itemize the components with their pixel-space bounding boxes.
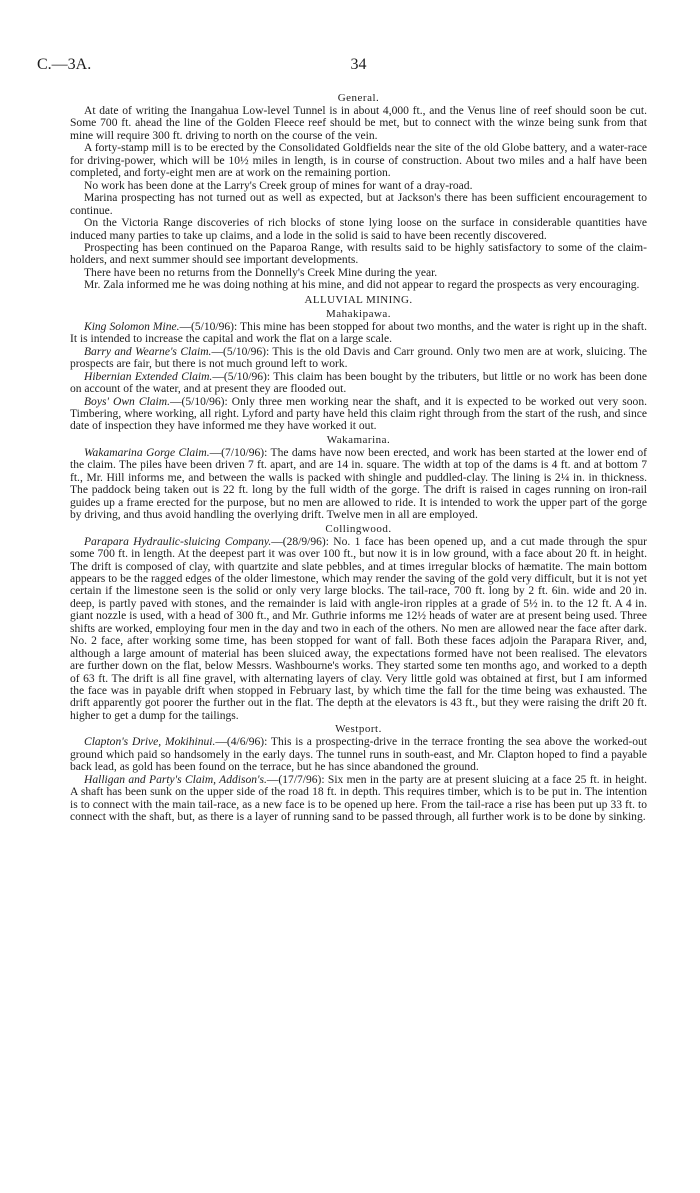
paragraph: At date of writing the Inangahua Low-level Tunnel is in about 4,000 ft., and the Venus line of reef should soon be cut. Some 700 ft. ahead the line of the Golden Fleece reef should be met, but to connect with the winze being sunk from that mine will require 300 ft. driving to north on the course of the vein. [70,105,647,142]
paragraph [70,371,647,396]
paragraph [70,346,647,371]
section-heading-westport: Westport. [335,723,382,736]
paragraph [70,321,647,346]
page-number: 34 [350,56,367,73]
claim-text: —(4/6/96): This is a prospecting-drive in the terrace fronting the sea above the worked-out ground which paid so handsomely in the early days. The tunnel runs in south-east, and Mr. Clapton hoped to find a payable back lead, as gold has been found on the terrace, but he has since abandoned the ground. [70,736,647,774]
section-heading-collingwood: Collingwood. [325,522,392,535]
section-heading-mahakipawa: Mahakipawa. [325,307,392,320]
document-reference: C.—3A. [37,56,92,73]
paragraph [70,774,647,824]
document-page [37,56,648,824]
paragraph [70,736,647,773]
claim-text: —(7/10/96): The dams have now been erected, and work has been started at the lower end of the claim. The piles have been driven 7 ft. apart, and are 14 in. square. The width at top of the dams is 4 ft. and at bottom 7 ft., Mr. Hill informs me, and between the walls is packed with shingle and puddled-clay. The lining is 2¼ in. in thickness. The paddock being taken out is 22 ft. long by the full width of the gorge. The drift is raised in cages running on iron-rail guides up a frame erected for the purpose, but no men are allowed to ride. It is intended to work the upper part of the gorge by driving, and thus avoid handling the overlying drift. Twelve men in all are employed. [70,446,647,522]
claim-name: Boys' Own Claim. [84,395,170,408]
claim-text: —(5/10/96): Only three men working near the shaft, and it is expected to be worked out very soon. Timbering, where working, all right. Lyford and party have held this claim right through from the start of the rush, and since date of inspection they have informed me they have worked it out. [70,395,647,433]
paragraph: There have been no returns from the Donnelly's Creek Mine during the year. [84,266,438,279]
paragraph: Prospecting has been continued on the Paparoa Range, with results said to be highly satisfactory to some of the claim-holders, and next summer should see important developments. [70,241,647,267]
claim-name: King Solomon Mine. [84,320,180,333]
paragraph: On the Victoria Range discoveries of rich blocks of stone lying loose on the surface in considerable quantities have induced many parties to take up claims, and a lode in the solid is said to have been recently discovered. [70,217,647,242]
claim-text: —(5/10/96): This is the old Davis and Carr ground. Only two men are at work, sluicing. The prospects are fair, but there is not much ground left to work. [70,345,647,371]
claim-text: —(5/10/96): This claim has been bought by the tributers, but little or no work has been done on account of the water, and at present they are flooded out. [70,370,647,396]
paragraph [70,447,647,522]
section-heading-general: General. [337,92,380,104]
claim-text: —(17/7/96): Six men in the party are at present sluicing at a face 25 ft. in height. A shaft has been sunk on the upper side of the road 18 ft. in depth. This requires timber, which is to be put in. The intention is to connect with the main tail-race, as a new face is to be opened up here. From the tail-race a rise has been put up 33 ft. to connect with the shaft, but, as there is a layer of running sand to be passed through, all further work is to be done by sinking. [70,773,647,824]
claim-name: Halligan and Party's Claim, Addison's. [84,773,267,786]
document-body [70,92,647,824]
claim-name: Hibernian Extended Claim. [84,370,213,383]
paragraph: A forty-stamp mill is to be erected by the Consolidated Goldfields near the site of the old Globe battery, and a water-race for driving-power, which will be 10½ miles in length, is in course of construction. About two miles and a half have been completed, and forty-eight men are at work on the remaining portion. [70,142,647,180]
section-heading-wakamarina: Wakamarina. [326,433,391,446]
claim-text: —(28/9/96): No. 1 face has been opened up, and a cut made through the spur some 700 ft. in length. At the deepest part it was over 100 ft., but now it is in low ground, with a face about 20 ft. in height. The drift is composed of clay, with quartzite and slate pebbles, and at times irregular blocks of hæmatite. The main bottom appears to be the ragged edges of the older limestone, which may render the saving of the gold very difficult, but it is not yet certain if the limestone seen is the solid or only very large blocks. The tail-race, 700 ft. long by 2 ft. 6in. wide and 20 in. deep, is partly paved with stones, and the remainder is laid with angle-iron ripples at a grade of 5½ in. to the 12 ft. A 4 in. giant nozzle is used, with a head of 300 ft., and Mr. Guthrie informs me 12½ heads of water are at present being used. Three shifts are worked, employing four men in the day and two in each of the others. No men are allowed near the face after dark. No. 2 face, after working some time, has been stopped for want of fall. Both these faces adjoin the Parapara River, and, although a large amount of material has been sluiced away, the expectations formed have not been realised. The elevators are further down on the flat, below Messrs. Washbourne's works. They started some ten months ago, and worked to a depth of 63 ft. The drift is all fine gravel, with alternating layers of clay. Very little gold was obtained at first, but I am informed the face was in payable drift when stopped in February last, by which time the fall for the time being was exhausted. The drift apparently got poorer the further out in the flat. The depth at the elevators is 43 ft., but they were raising the drift 20 ft. higher to get a dump for the tailings. [70,535,647,722]
claim-name: Wakamarina Gorge Claim. [84,446,210,459]
paragraph: Mr. Zala informed me he was doing nothing at his mine, and did not appear to regard the prospects as very encouraging. [84,279,640,292]
claim-name: Barry and Wearne's Claim. [84,345,212,358]
paragraph [70,536,647,723]
paragraph: No work has been done at the Larry's Creek group of mines for want of a dray-road. [84,179,473,192]
claim-name: Parapara Hydraulic-sluicing Company. [84,535,272,548]
claim-name: Clapton's Drive, Mokihinui. [84,736,216,749]
page-header [37,56,647,78]
claim-text: —(5/10/96): This mine has been stopped for about two months, and the water is right up in the shaft. It is intended to increase the capital and work the flat on a large scale. [70,320,648,346]
paragraph [70,396,647,433]
paragraph: Marina prospecting has not turned out as well as expected, but at Jackson's there has been sufficient encouragement to continue. [70,192,647,217]
section-title-alluvial-mining: ALLUVIAL MINING. [304,293,413,306]
